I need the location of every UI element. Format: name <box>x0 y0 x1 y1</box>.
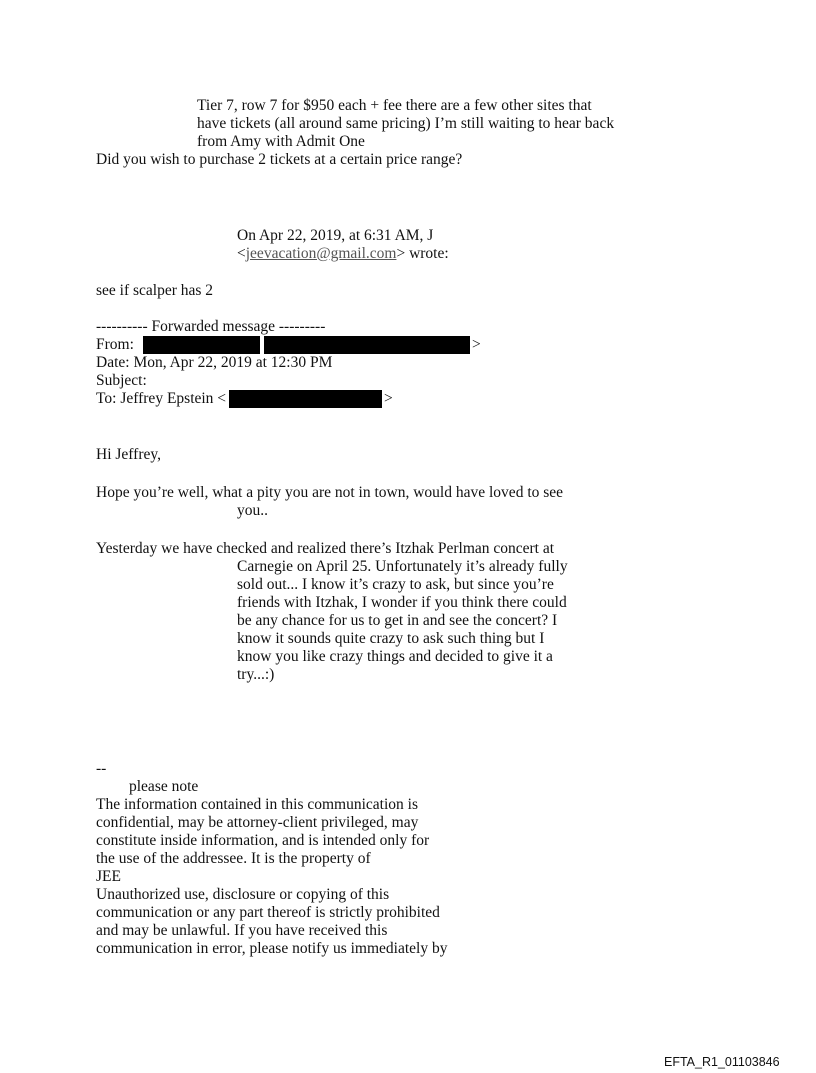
to-close-bracket: > <box>384 390 393 407</box>
para2-line-4: friends with Itzhak, I wonder if you think there could <box>237 594 567 611</box>
para2-line-2: Carnegie on April 25. Unfortunately it’s already fully <box>237 558 568 575</box>
para2-line-5: be any chance for us to get in and see the concert? I <box>237 612 558 629</box>
sender-email-link[interactable]: jeevacation@gmail.com <box>245 245 397 262</box>
from-label: From: <box>96 336 134 353</box>
date-line: Date: Mon, Apr 22, 2019 at 12:30 PM <box>96 354 333 371</box>
quote-header-line: On Apr 22, 2019, at 6:31 AM, J <box>237 227 434 244</box>
disclaimer-line-3: constitute inside information, and is intended only for <box>96 832 430 849</box>
para2-line-1: Yesterday we have checked and realized there’s Itzhak Perlman concert at <box>96 540 555 557</box>
disclaimer-line-7: communication or any part thereof is strictly prohibited <box>96 904 440 921</box>
disclaimer-line-1: The information contained in this communication is <box>96 796 418 813</box>
signature-dashes: -- <box>96 760 107 777</box>
instruction-text: see if scalper has 2 <box>96 282 214 299</box>
document-id: EFTA_R1_01103846 <box>664 1055 780 1069</box>
disclaimer-line-9: communication in error, please notify us immediately by <box>96 940 448 957</box>
para2-line-7: know you like crazy things and decided to give it a <box>237 648 553 665</box>
wrote-text: > wrote: <box>396 245 449 262</box>
para1-line-1: Hope you’re well, what a pity you are not in town, would have loved to see <box>96 484 564 501</box>
quote-header-email-line <box>237 245 449 263</box>
para2-line-6: know it sounds quite crazy to ask such thing but I <box>237 630 545 647</box>
disclaimer-line-5: JEE <box>96 868 121 885</box>
email-open-bracket: < <box>237 245 246 262</box>
reply-question: Did you wish to purchase 2 tickets at a certain price range? <box>96 151 463 168</box>
reply-line-3: from Amy with Admit One <box>197 133 365 150</box>
disclaimer-line-6: Unauthorized use, disclosure or copying of this <box>96 886 390 903</box>
para2-line-3: sold out... I know it’s crazy to ask, but since you’re <box>237 576 554 593</box>
to-label: To: Jeffrey Epstein < <box>96 390 227 407</box>
para2-line-8: try...:) <box>237 666 275 683</box>
signature-note: please note <box>129 778 199 795</box>
from-close-bracket: > <box>472 336 481 353</box>
forward-separator: ---------- Forwarded message --------- <box>96 318 326 335</box>
disclaimer-line-4: the use of the addressee. It is the property of <box>96 850 371 867</box>
redaction-to-email <box>229 390 382 408</box>
redaction-from-email <box>264 336 470 354</box>
greeting: Hi Jeffrey, <box>96 446 161 463</box>
disclaimer-line-8: and may be unlawful. If you have received this <box>96 922 388 939</box>
subject-line: Subject: <box>96 372 147 389</box>
para1-line-2: you.. <box>237 502 268 519</box>
reply-line-1: Tier 7, row 7 for $950 each + fee there are a few other sites that <box>197 97 592 114</box>
redaction-from-name <box>143 336 260 354</box>
reply-line-2: have tickets (all around same pricing) I’m still waiting to hear back <box>197 115 615 132</box>
disclaimer-line-2: confidential, may be attorney-client privileged, may <box>96 814 419 831</box>
